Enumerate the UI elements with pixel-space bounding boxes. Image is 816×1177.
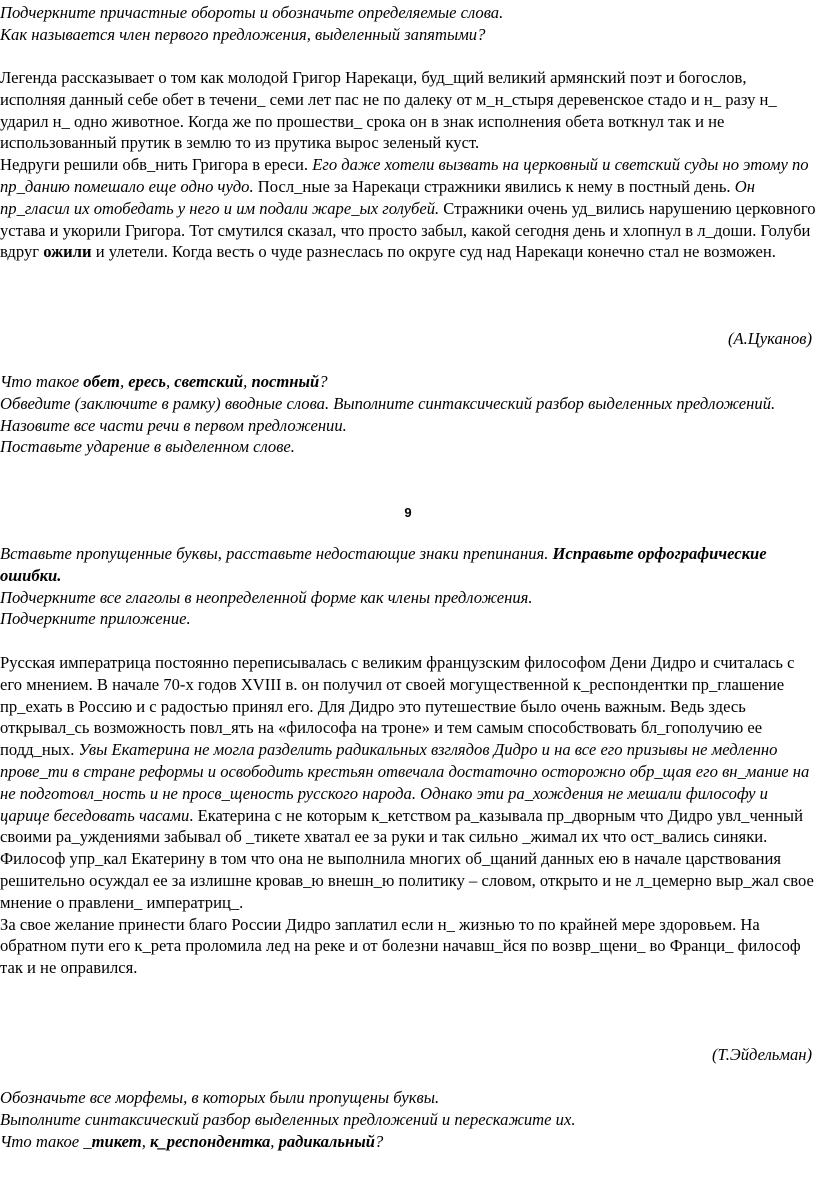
text1-p2-highlighted-sentence2: Он пр_гласил их отобедать у него и им подали жаре_ых голубей. xyxy=(0,176,755,218)
q1-sep2: , xyxy=(166,372,175,391)
q1-prefix: Что такое xyxy=(0,372,84,391)
text1-p2-stress-word: ожили xyxy=(43,242,92,262)
text1-p2-part-a: Недруги решили обв_нить Григора в ереси. xyxy=(0,155,313,175)
questions2-q1: Обозначьте все морфемы, в которых были пропущены буквы. xyxy=(0,1088,440,1107)
q1-word-eres: ересь xyxy=(128,372,166,391)
questions1-q1 xyxy=(0,371,816,393)
text1-p2-highlighted-sentence1: Его даже хотели вызвать на церковный и светский суды но этому по пр_данию помешало еще одно чудо. xyxy=(0,155,809,196)
task2-line3: Подчеркните приложение. xyxy=(0,609,191,629)
text1-paragraph1: Легенда рассказывает о том как молодой Григор Нарекаци, буд_щий великий армянский поэт и богослов, исполняя данный себе обет в течени_ семи лет пас не по далеку от м_н_стыря деревенское стадо и н_ разу н_ ударил н_ одно животное. Когда же по прошестви_ срока он в знак исполнения обета воткнул так и не использованный прутик в землю то из прутика вырос зеленый куст. xyxy=(0,68,777,153)
text1-p2-part-c: Посл_ные за Нарекаци стражники явились к нему в постный день. xyxy=(253,176,735,196)
questions2-q3 xyxy=(0,1131,816,1153)
q1-word-obet: обет xyxy=(83,372,120,391)
task2-instructions xyxy=(0,543,816,630)
task1-instructions xyxy=(0,2,816,46)
text2-paragraph2: За свое желание принести благо России Дидро заплатил если н_ жизнью то по крайней мере здоровьем. На обратном пути его к_рета проломила лед на реке и от болезни начавш_йся по возвр_щени_ во Франци_ философ так и не оправился. xyxy=(0,914,801,978)
q1-word-postny: постный xyxy=(251,372,320,391)
q3-word-radikalny: радикальный xyxy=(278,1131,375,1151)
task2-line1-part-a: Вставьте пропущенные буквы, расставьте недостающие знаки препинания. xyxy=(0,544,553,563)
q3-word-korrespondentka: к_респондентка xyxy=(150,1131,271,1151)
page-number xyxy=(0,502,816,524)
questions1-q2: Обведите (заключите в рамку) вводные слова. Выполните синтаксический разбор выделенных предложений. xyxy=(0,393,776,413)
author2-name: (Т.Эйдельман) xyxy=(712,1045,812,1064)
task1-line1: Подчеркните причастные обороты и обозначьте определяемые слова. xyxy=(0,3,504,22)
questions2 xyxy=(0,1087,816,1152)
q3-sep1: , xyxy=(141,1131,150,1151)
task1-line2: Как называется член первого предложения, выделенный запятыми? xyxy=(0,24,486,44)
questions1-q4: Поставьте ударение в выделенном слове. xyxy=(0,437,295,457)
text1-paragraph2 xyxy=(0,154,816,263)
text2 xyxy=(0,652,816,979)
task2-line1 xyxy=(0,543,816,587)
q3-word-tiket: тикет xyxy=(91,1131,142,1151)
q1-word-svetskiy: светский xyxy=(174,372,244,391)
text1 xyxy=(0,67,816,263)
q3-sep2: , xyxy=(270,1131,279,1151)
text2-p1-part-a: Русская императрица постоянно переписывалась с великим французским философом Дени Дидро и считалась с его мнением. В начале 70-х годов XVIII в. он получил от своей могущественной к_респондентки пр_глашение пр_ехать в Россию и с радостью принял его. Для Дидро это путешествие было очень важным. Ведь здесь открывал_сь возможность повл_ять на «философа на троне» и тем самым способствовать бл_гополучию ее подд_ных. xyxy=(0,653,795,760)
page-number-text: 9 xyxy=(404,505,412,520)
author1-name: (А.Цуканов) xyxy=(727,329,812,348)
text1-p2-part-g: и улетели. Когда весть о чуде разнеслась по округе суд над Нарекаци конечно стал не возможен. xyxy=(91,242,776,262)
q1-sep3: , xyxy=(243,372,252,391)
text2-paragraph1 xyxy=(0,652,816,914)
q3-end: ? xyxy=(374,1131,384,1151)
q1-sep1: , xyxy=(119,372,129,391)
q3-prefix: Что такое _ xyxy=(0,1131,92,1151)
author2 xyxy=(0,1044,816,1066)
task2-line2: Подчеркните все глаголы в неопределенной форме как члены предложения. xyxy=(0,587,533,607)
questions1-q3: Назовите все части речи в первом предложении. xyxy=(0,415,347,435)
questions1 xyxy=(0,371,816,458)
task2-line1-bold: Исправьте орфографические ошибки. xyxy=(0,544,767,585)
text1-p2-part-e: Стражники очень уд_вились нарушению церковного устава и укорили Григора. Тот смутился сказал, что просто забыл, какой сегодня день и хлопнул в л_доши. Голуби вдруг xyxy=(0,198,816,262)
q1-end: ? xyxy=(319,372,328,391)
text2-p1-part-c: . Екатерина с не которым к_кетством ра_казывала пр_дворным что Дидро увл_ченный своими ра_уждениями забывал об _тикете хватал ее за руки и так сильно _жимал их что ост_вались синяки. Философ упр_кал Екатерину в том что она не выполнила многих об_щаний данных ею в начале царствования решительно осуждал ее за излишне кровав_ю внешн_ю политику – словом, открыто и не л_цемерно выр_жал свое мнение о правлени_ императриц_. xyxy=(0,805,814,912)
questions2-q2: Выполните синтаксический разбор выделенных предложений и перескажите их. xyxy=(0,1109,576,1129)
text2-p1-highlighted: Увы Екатерина не могла разделить радикальных взглядов Дидро и на все его призывы не медленно прове_ти в стране реформы и освободить крестьян отвечала достаточно осторожно обр_щая его вн_мание на не подготовл_ность и не просв_щеность русского народа. Однако эти ра_хождения не мешали философу и царице беседовать часами xyxy=(0,740,810,825)
author1 xyxy=(0,328,816,350)
